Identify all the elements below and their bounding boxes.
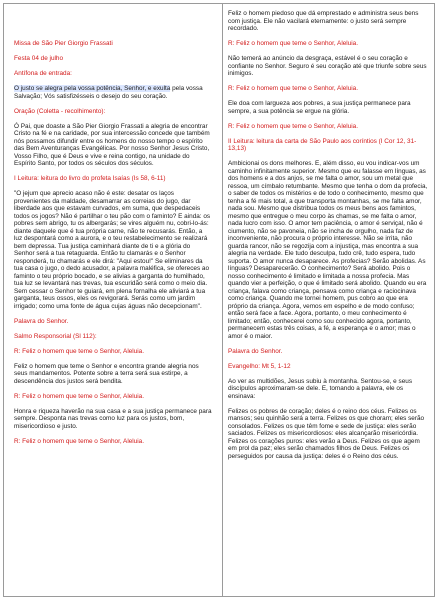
collect-text: Ó Pai, que doaste a São Pier Giorgio Frassati a alegria de encontrar Cristo na fé e na caridade, por sua intercessão concede que também nós possamos difundir entre os homens do nosso tempo o espírito das Bem Aventuranças Evangélicas. Por nosso Senhor Jesus Cristo, Vosso Filho, que é Deus e vive e reina contigo, na unidade do Espírito Santo, por todos os séculos dos séculos. <box>14 122 210 167</box>
collect-heading: Oração (Coletta - recolhimento): <box>14 107 106 115</box>
psalm-response: R: Feliz o homem que teme o Senhor, Aleluia. <box>228 85 359 92</box>
antiphon-highlight: O justo se alegra pela vossa potência, Senhor, e exulta <box>14 85 171 92</box>
gospel-text: Felizes os pobres de coração; deles é o reino dos céus. Felizes os mansos; seu quinhão será a terra. Felizes os que choram; eles serão consolados. Felizes os que têm fome e sede de justiça: eles serão saciados. Felizes os misericordiosos: eles alcançarão misericórdia. Felizes os corações puros: eles verão a Deus. Felizes os que agem em prol da paz; eles serão chamados filhos de Deus. Felizes os perseguidos por causa da justiça: deles é o Reino dos céus. <box>228 407 425 460</box>
antiphon-rest: pela vossa Salvação; Vós satisfizésseis o desejo do seu coração. <box>14 85 203 100</box>
left-column <box>14 10 212 453</box>
psalm-response: R: Feliz o homem que teme o Senhor, Aleluia. <box>14 347 145 355</box>
reading1-word-of-lord: Palavra do Senhor. <box>14 317 69 325</box>
reading2-text: Ambicionai os dons melhores. E, além disso, eu vou indicar-vos um caminho infinitamente superior. Mesmo que eu falasse em línguas, as dos homens e a dos anjos, se me falta o amor, sou um metal que ressoa, um címbalo retumbante. Mesmo que tenha o dom da profecia, o saber de todos os mistérios e de todo o conhecimento, mesmo que tenha a fé mais total, a que transporta montanhas, se me falta amor, nada sou. Mesmo que distribua todos os meus bens aos famintos, mesmo que entregue o meu corpo às chamas, se me falta o amor, nada lucro com isso. O amor tem paciência, o amor é serviçal, não é ciumento, não se pavoneia, não se incha de orgulho, nada faz de inconveniente, não procura o próprio interesse. Não se irrita, não guarda rancor, não se regozija com a injustiça, mas encontra a sua alegria na verdade. Ele tudo desculpa, tudo crê, tudo espera, tudo suporta. O amor nunca desaparece. As profecias? Serão abolidas. As línguas? Desaparecerão. O conhecimento? Será abolido. Pois o nosso conhecimento é limitado e limitada a nossa profecia. Mas quando vier a perfeição, o que é limitado será abolido. Quando eu era criança, falava como criança, pensava como criança e raciocinava como criança. Quando me tornei homem, pus cobro ao que era próprio da criança. Agora, vemos em espelho e de modo confuso; então será face a face. Agora, portanto, o meu conhecimento é limitado; então, conhecerei como sou conhecido agora, portanto, permanecem estas três coisas, a fé, a esperança e o amor; mas o amor é o maior. <box>228 160 428 340</box>
psalm-heading: Salmo Responsorial (Sl 112): <box>14 332 97 340</box>
document-page <box>3 3 435 597</box>
reading1-text: "O jejum que aprecio acaso não é este: desatar os laços provenientes da maldade, desamarrar as correias do jugo, dar liberdade aos que estavam curvados, em suma, que despedaceis todos os jogos? Não é partilhar o teu pão com o faminto? E ainda: os pobres sem abrigo, tu os albergarás; se vires alguém nu, cobri-lo-ás: diante daquele que é tua própria carne, não te recusarás. Então, a luz despontará como a aurora, e o teu restabelecimento se realizará bem depressa. Tua justiça caminhará diante de ti e a glória do Senhor será a tua retaguarda. Então tu clamarás e o Senhor responderá, tu chamarás e ele dirá: "Aqui estou!" Se eliminares da tua casa o jugo, o dedo acusador, a palavra maléfica, se ofereces ao faminto o teu próprio bocado, e se alivias a garganta do humilhado, tua luz se levantará nas trevas, tua escuridão será como o meio dia. Sem cessar o Senhor te guiará, em plena fornalha ele aliviará a tua garganta, teus ossos, eles os revigorará. Serás como um jardim irrigado; como uma fonte de água cujas águas não decepcionam". <box>14 190 211 310</box>
psalm-verse: Feliz o homem que teme o Senhor e encontra grande alegria nos seus mandamentos. Potente sobre a terra será sua estirpe, a descendência dos justos será bendita. <box>14 362 199 385</box>
gospel-intro: Ao ver as multidões, Jesus subiu à montanha. Sentou-se, e seus discípulos aproximaram-se dele. E, tomando a palavra, ele os ensinava: <box>228 377 413 400</box>
mass-title: Missa de São Pier Giorgio Frassati <box>14 40 113 47</box>
psalm-response: R: Feliz o homem que teme o Senhor, Aleluia. <box>14 437 145 445</box>
antiphon-text <box>14 85 212 100</box>
column-divider <box>222 4 223 596</box>
psalm-response: R: Feliz o homem que teme o Senhor, Aleluia. <box>14 392 145 400</box>
psalm-response: R: Feliz o homem que teme o Senhor, Aleluia. <box>228 40 359 47</box>
reading1-heading: I Leitura: leitura do livro do profeta Isaías (Is 58, 6-11) <box>14 175 166 182</box>
feast-date: Festa 04 de julho <box>14 55 64 62</box>
psalm-response: R: Feliz o homem que teme o Senhor, Aleluia. <box>228 122 359 130</box>
reading2-word-of-lord: Palavra do Senhor. <box>228 347 283 355</box>
psalm-verse: Honra e riqueza haverão na sua casa e a sua justiça permanece para sempre. Desponta nas trevas como luz para os justos, bom, misericordioso e justo. <box>14 407 212 430</box>
psalm-verse: Não temerá ao anúncio da desgraça, estável é o seu coração e confiante no Senhor. Seguro é seu coração até que triunfe sobre seus inimigos. <box>228 55 427 77</box>
antiphon-heading: Antífona de entrada: <box>14 70 72 77</box>
right-column <box>228 10 428 468</box>
reading2-heading: II Leitura: leitura da carta de São Paulo aos coríntios (I Cor 12, 31-13,13) <box>228 137 417 152</box>
psalm-verse: Ele doa com largueza aos pobres, a sua justiça permanece para sempre, a sua potência se ergue na glória. <box>228 100 411 115</box>
gospel-heading: Evangelho: Mt 5, 1-12 <box>228 362 291 370</box>
psalm-verse: Feliz o homem piedoso que dá emprestado e administra seus bens com justiça. Ele não vacilará eternamente: o justo será sempre recordado. <box>228 10 419 32</box>
